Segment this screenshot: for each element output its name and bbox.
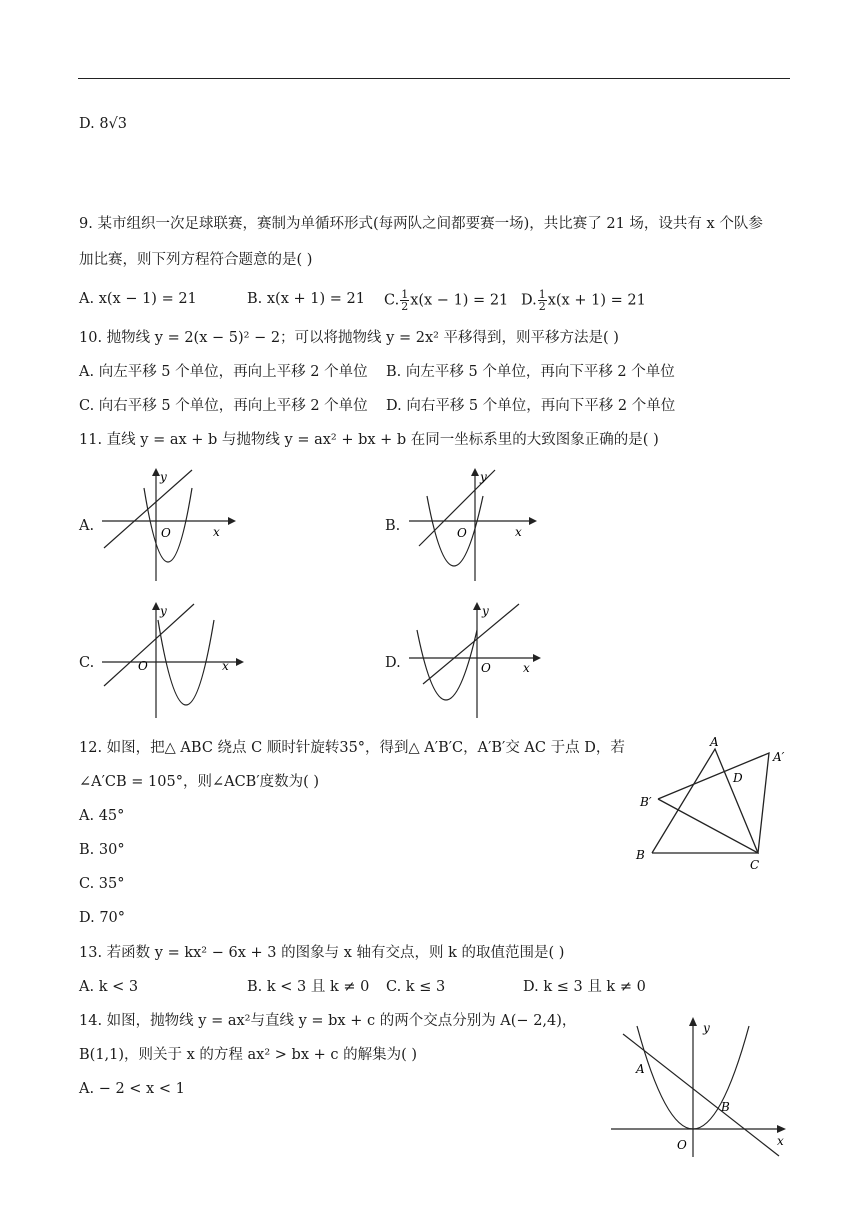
q12-stem-line2: ∠A′CB = 105°，则∠ACB′度数为( ) bbox=[79, 774, 320, 790]
q11-stem: 11. 直线 y = ax + b 与抛物线 y = ax² + bx + b 在同一坐标系里的大致图象正确的是( ) bbox=[79, 432, 659, 448]
q11-b-y-label: y bbox=[480, 470, 487, 484]
q13-option-d: D. k ≤ 3 且 k ≠ 0 bbox=[523, 979, 646, 995]
header-rule bbox=[78, 78, 790, 79]
q14-stem-line2: B(1,1)，则关于 x 的方程 ax² > bx + c 的解集为( ) bbox=[79, 1047, 418, 1063]
q11-d-x-label: x bbox=[523, 661, 530, 675]
q12-label-b-prime: B′ bbox=[640, 795, 652, 809]
q12-option-c: C. 35° bbox=[79, 876, 125, 892]
q11-c-origin-label: O bbox=[138, 659, 148, 673]
q10-option-c: C. 向右平移 5 个单位，再向上平移 2 个单位 bbox=[79, 398, 368, 414]
q9-option-a: A. x(x − 1) = 21 bbox=[79, 291, 197, 307]
q11-graph-a bbox=[98, 466, 238, 586]
q14-parabola-figure bbox=[605, 1012, 800, 1162]
q12-label-a-prime: A′ bbox=[773, 750, 785, 764]
q14-stem-line1: 14. 如图，抛物线 y = ax²与直线 y = bx + c 的两个交点分别为 A(− 2,4)， bbox=[79, 1013, 577, 1029]
q11-option-a-label: A. bbox=[79, 518, 95, 534]
q11-d-origin-label: O bbox=[481, 661, 491, 675]
q10-stem: 10. 抛物线 y = 2(x − 5)² − 2；可以将抛物线 y = 2x² 平移得到，则平移方法是( ) bbox=[79, 330, 619, 346]
q12-label-a: A bbox=[710, 736, 719, 749]
q13-option-a: A. k < 3 bbox=[79, 979, 139, 995]
q12-label-d: D bbox=[733, 771, 743, 785]
q12-option-a: A. 45° bbox=[79, 808, 125, 824]
q11-b-origin-label: O bbox=[457, 526, 467, 540]
q9-stem-line1: 9. 某市组织一次足球联赛，赛制为单循环形式(每两队之间都要赛一场)，共比赛了 21 场，设共有 x 个队参 bbox=[79, 216, 763, 232]
q13-stem: 13. 若函数 y = kx² − 6x + 3 的图象与 x 轴有交点，则 k 的取值范围是( ) bbox=[79, 945, 565, 961]
q13-option-c: C. k ≤ 3 bbox=[386, 979, 446, 995]
q14-option-a: A. − 2 < x < 1 bbox=[79, 1081, 185, 1097]
q11-option-c-label: C. bbox=[79, 655, 95, 671]
q10-option-b: B. 向左平移 5 个单位，再向下平移 2 个单位 bbox=[386, 364, 675, 380]
q12-label-c: C bbox=[750, 858, 760, 872]
q13-option-b: B. k < 3 且 k ≠ 0 bbox=[247, 979, 370, 995]
q10-option-a: A. 向左平移 5 个单位，再向上平移 2 个单位 bbox=[79, 364, 368, 380]
q11-c-x-label: x bbox=[222, 659, 229, 673]
q11-c-y-label: y bbox=[160, 604, 167, 618]
q14-label-b: B bbox=[721, 1100, 730, 1114]
q14-y-label: y bbox=[703, 1021, 710, 1035]
q11-graph-b bbox=[405, 466, 545, 586]
q11-graph-d bbox=[405, 600, 550, 722]
q11-a-x-label: x bbox=[213, 525, 220, 539]
q12-option-d: D. 70° bbox=[79, 910, 126, 926]
q9-option-d: D. $\frac{1}{2}$ x(x + 1) = 21 bbox=[521, 288, 646, 313]
q14-label-a: A bbox=[636, 1062, 645, 1076]
q14-x-label: x bbox=[777, 1134, 784, 1148]
q12-option-b: B. 30° bbox=[79, 842, 125, 858]
q11-a-origin-label: O bbox=[161, 526, 171, 540]
q8-option-d: D. 8√3 bbox=[79, 116, 128, 132]
q12-label-b: B bbox=[636, 848, 645, 862]
q9-option-b: B. x(x + 1) = 21 bbox=[247, 291, 365, 307]
q11-d-y-label: y bbox=[482, 604, 489, 618]
q12-triangle-figure bbox=[630, 736, 800, 876]
q12-stem-line1: 12. 如图，把△ ABC 绕点 C 顺时针旋转35°，得到△ A′B′C，A′B′交 AC 于点 D，若 bbox=[79, 740, 625, 756]
q14-origin-label: O bbox=[677, 1138, 687, 1152]
q11-graph-c bbox=[98, 600, 248, 722]
q11-b-x-label: x bbox=[515, 525, 522, 539]
q11-option-b-label: B. bbox=[385, 518, 401, 534]
q9-stem-line2: 加比赛，则下列方程符合题意的是( ) bbox=[79, 252, 313, 268]
q11-a-y-label: y bbox=[160, 470, 167, 484]
q11-option-d-label: D. bbox=[385, 655, 401, 671]
q10-option-d: D. 向右平移 5 个单位，再向下平移 2 个单位 bbox=[386, 398, 676, 414]
q9-option-c: C. $\frac{1}{2}$ x(x − 1) = 21 bbox=[384, 288, 509, 313]
